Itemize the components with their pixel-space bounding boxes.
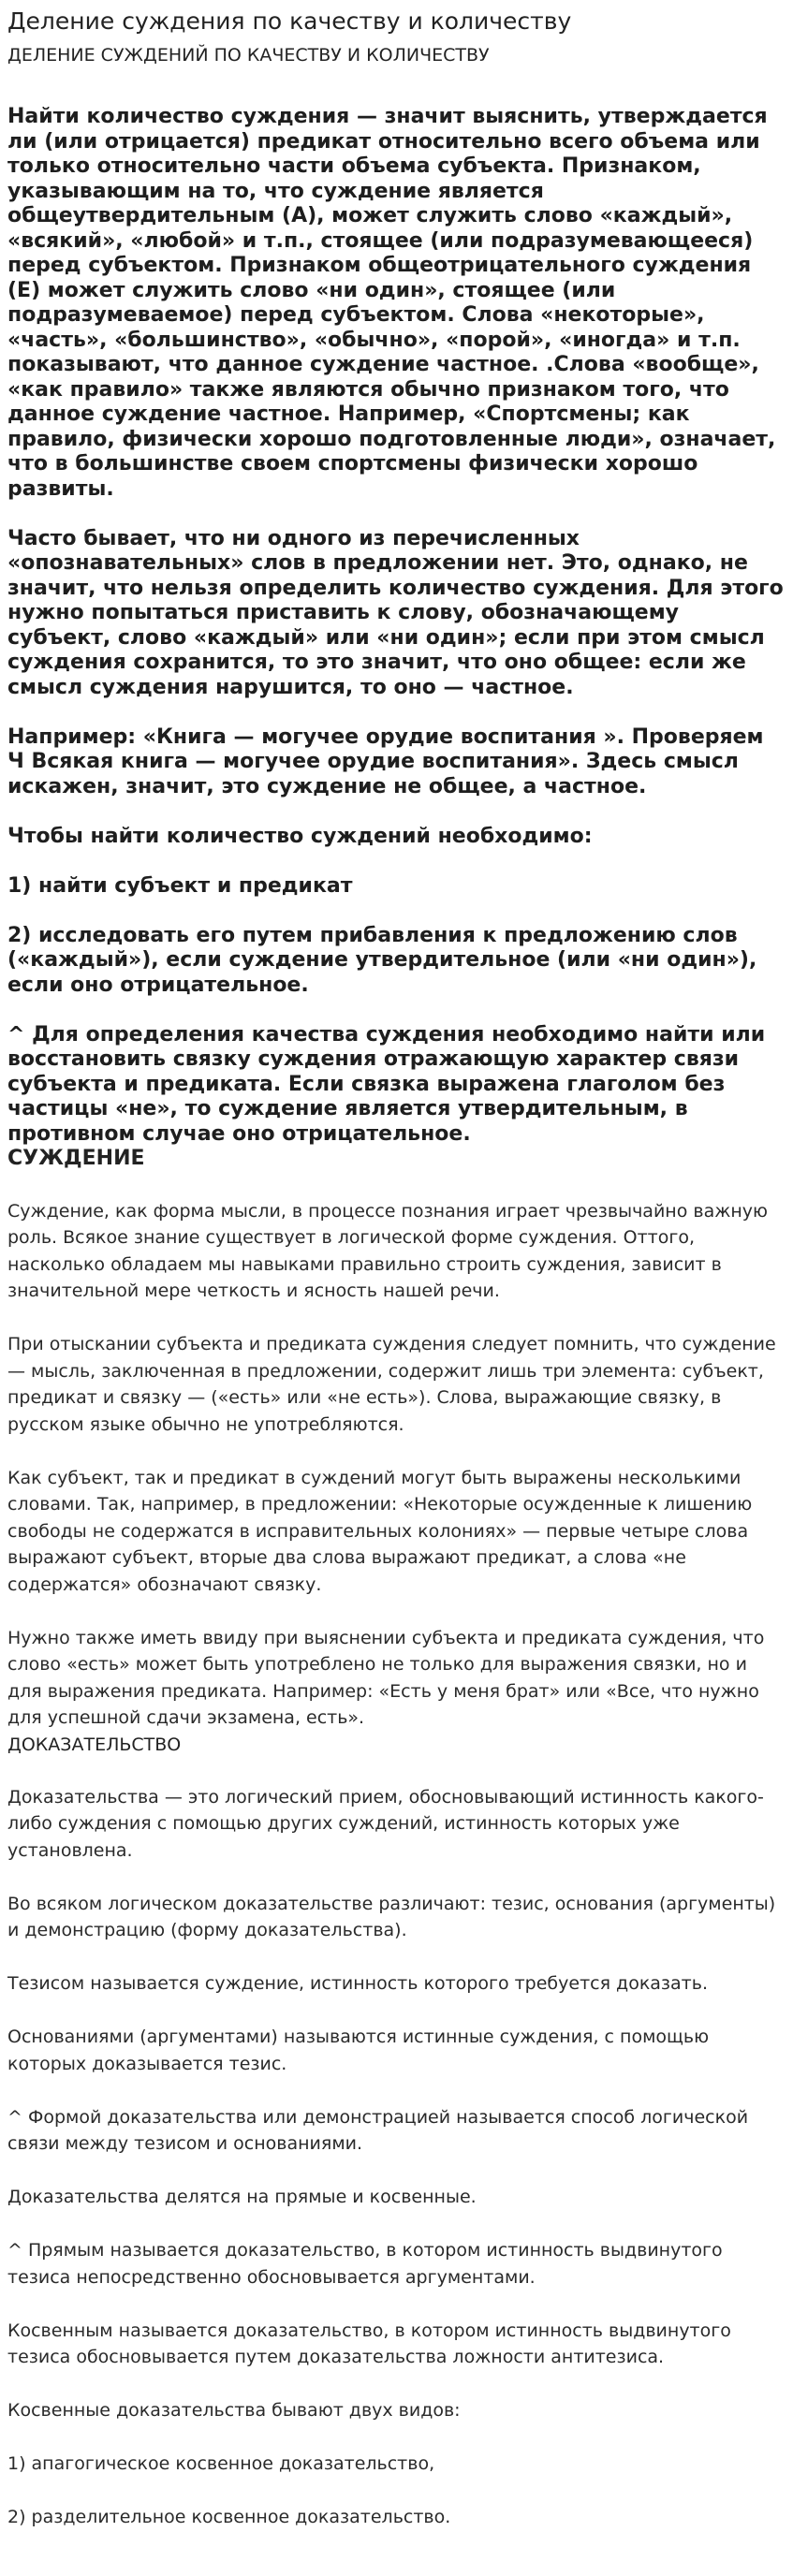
proof-paragraph-5: ^ Формой доказательства или демонстрацией называется способ логической связи между тезисом и основаниями. bbox=[7, 2106, 749, 2154]
proof-paragraph-6: Доказательства делятся на прямые и косвенные. bbox=[7, 2187, 477, 2207]
proof-paragraph-2: Во всяком логическом доказательстве различают: тезис, основания (аргументы) и демонстрацию (форму доказательства). bbox=[7, 1893, 776, 1940]
proof-paragraph-9: Косвенные доказательства бывают двух видов: bbox=[7, 2400, 461, 2421]
judgment-paragraph-4: Нужно также иметь ввиду при выяснении субъекта и предиката суждения, что слово «есть» может быть употреблено не только для выражения связки, но и для выражения предиката. Например: «Есть у меня брат» или «Все, что нужно для успешной сдачи экзамена, есть». bbox=[7, 1627, 765, 1728]
proof-section bbox=[7, 1784, 786, 2531]
bold-paragraph-3: Например: «Книга — могучее орудие воспитания ». Проверяем Ч Всякая книга — могучее орудие воспитания». Здесь смысл искажен, значит, это суждение не общее, а частное. bbox=[7, 724, 764, 798]
bold-section bbox=[7, 105, 786, 1147]
proof-paragraph-11: 2) разделительное косвенное доказательство. bbox=[7, 2507, 451, 2527]
section-heading-proof: ДОКАЗАТЕЛЬСТВО bbox=[7, 1734, 182, 1755]
judgment-paragraph-1: Суждение, как форма мысли, в процессе познания играет чрезвычайно важную роль. Всякое знание существует в логической форме суждения. Оттого, насколько обладаем мы навыками правильно строить суждения, зависит в значительной мере четкость и ясность нашей речи. bbox=[7, 1200, 768, 1301]
proof-paragraph-3: Тезисом называется суждение, истинность которого требуется доказать. bbox=[7, 1973, 708, 1994]
proof-paragraph-7: ^ Прямым называется доказательство, в котором истинность выдвинутого тезиса непосредственно обосновывается аргументами. bbox=[7, 2240, 723, 2288]
bold-paragraph-6: 2) исследовать его путем прибавления к предложению слов («каждый»), если суждение утвердительное (или «ни один»), если оно отрицательное. bbox=[7, 923, 757, 997]
proof-paragraph-4: Основаниями (аргументами) называются истинные суждения, с помощью которых доказывается тезис. bbox=[7, 2027, 710, 2074]
bold-paragraph-1: Найти количество суждения — значит выяснить, утверждается ли (или отрицается) предикат относительно всего объема или только относительно части объема субъекта. Признаком, указывающим на то, что суждение является общеутвердительным (А), может служить слово «каждый», «всякий», «любой» и т.п., стоящее (или подразумевающееся) перед субъектом. Признаком общеотрицательного суждения (Е) может служить слово «ни один», стоящее (или подразумеваемое) перед субъектом. Слова «некоторые», «часть», «большинство», «обычно», «порой», «иногда» и т.п. показывают, что данное суждение частное. .Слова «вообще», «как правило» также являются обычно признаком того, что данное суждение частное. Например, «Спортсмены; как правило, физически хорошо подготовленные люди», означает, что в большинстве своем спортсмены физически хорошо развиты. bbox=[7, 105, 776, 501]
judgment-paragraph-2: При отыскании субъекта и предиката суждения следует помнить, что суждение — мысль, заключенная в предложении, содержит лишь три элемента: субъект, предикат и связку — («есть» или «не есть»). Слова, выражающие связку, в русском языке обычно не употребляются. bbox=[7, 1334, 776, 1435]
proof-paragraph-1: Доказательства — это логический прием, обосновывающий истинность какого-либо суждения с помощью других суждений, истинность которых уже установлена. bbox=[7, 1786, 764, 1861]
page-title: Деление суждения по качеству и количеству bbox=[7, 7, 572, 35]
section-heading-judgment: СУЖДЕНИЕ bbox=[7, 1147, 145, 1170]
bold-paragraph-5: 1) найти субъект и предикат bbox=[7, 873, 353, 898]
bold-paragraph-4: Чтобы найти количество суждений необходимо: bbox=[7, 824, 593, 848]
page-subtitle: ДЕЛЕНИЕ СУЖДЕНИЙ ПО КАЧЕСТВУ И КОЛИЧЕСТВУ bbox=[7, 45, 490, 66]
proof-paragraph-8: Косвенным называется доказательство, в котором истинность выдвинутого тезиса обосновывается путем доказательства ложности антитезиса. bbox=[7, 2320, 731, 2367]
judgment-paragraph-3: Как субъект, так и предикат в суждений могут быть выражены несколькими словами. Так, например, в предложении: «Некоторые осужденные к лишению свободы не содержатся в исправительных колониях» — первые четыре слова выражают субъект, вторые два слова выражают предикат, а слова «не содержатся» обозначают связку. bbox=[7, 1467, 753, 1595]
proof-paragraph-10: 1) апагогическое косвенное доказательство, bbox=[7, 2453, 435, 2474]
bold-paragraph-2: Часто бывает, что ни одного из перечисленных «опознавательных» слов в предложении нет. Это, однако, не значит, что нельзя определить количество суждения. Для этого нужно попытаться приставить к слову, обозначающему субъект, слово «каждый» или «ни один»; если при этом смысл суждения сохранится, то это значит, что оно общее: если же смысл суждения нарушится, то оно — частное. bbox=[7, 526, 784, 699]
bold-paragraph-7: ^ Для определения качества суждения необходимо найти или восстановить связку суждения отражающую характер связи субъекта и предиката. Если связка выражена глаголом без частицы «не», то суждение является утвердительным, в противном случае оно отрицательное. bbox=[7, 1022, 766, 1146]
judgment-section bbox=[7, 1198, 786, 1732]
